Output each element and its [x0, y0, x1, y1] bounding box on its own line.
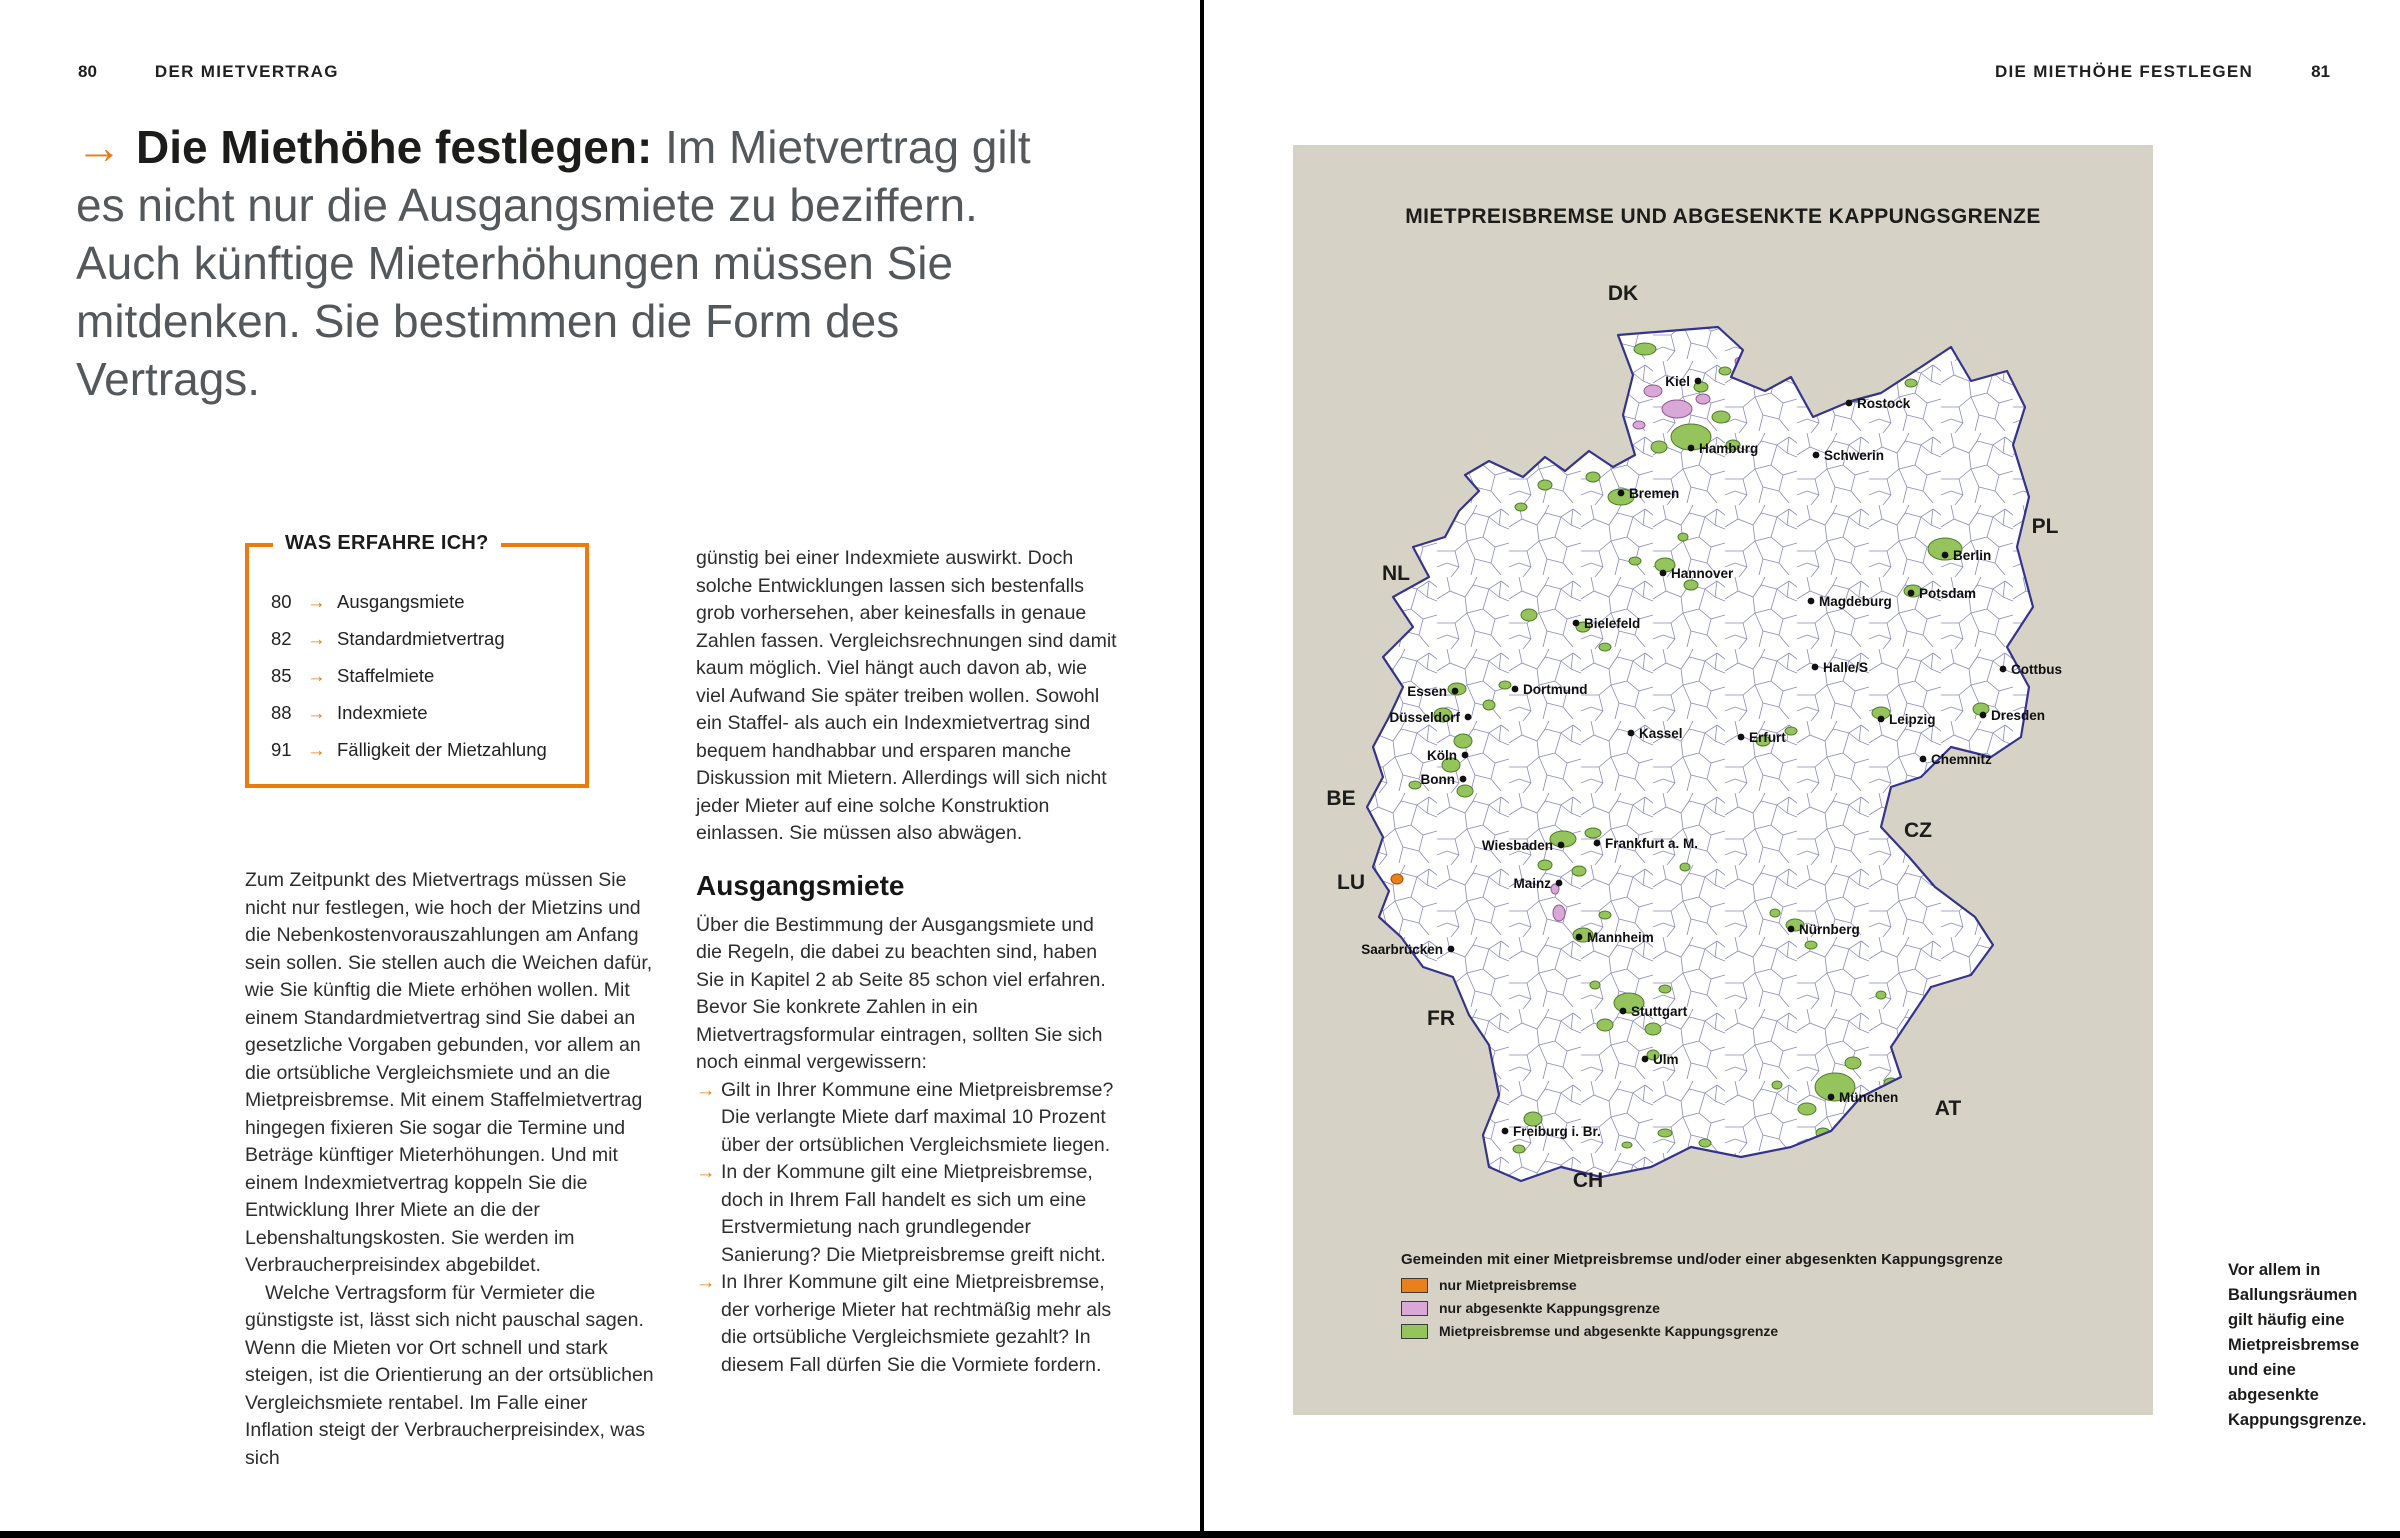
country-label: CH — [1572, 1169, 1604, 1192]
city-dot — [1465, 714, 1472, 721]
city-label: Berlin — [1953, 548, 1992, 563]
city-dot — [1576, 934, 1583, 941]
legend-swatch-green — [1401, 1324, 1428, 1339]
city-dot — [1846, 400, 1853, 407]
city-label: Halle/S — [1823, 660, 1869, 675]
map-patch-green — [1785, 727, 1797, 735]
map-patch-green — [1712, 411, 1730, 423]
city-dot — [1558, 842, 1565, 849]
city-dot — [1920, 756, 1927, 763]
map-patch-green — [1454, 734, 1472, 748]
map-patch-green — [1798, 1103, 1816, 1115]
city-dot — [1573, 620, 1580, 627]
country-label: CZ — [1904, 819, 1932, 842]
city-dot — [1594, 840, 1601, 847]
map-patch-green — [1585, 828, 1601, 838]
legend-row — [1401, 1323, 2061, 1339]
map-patch-green — [1597, 1019, 1613, 1031]
info-box — [245, 532, 589, 788]
map-patch-green — [1770, 909, 1780, 917]
city-label: München — [1839, 1090, 1899, 1105]
map-patch-green — [1805, 941, 1817, 949]
map-patch-green — [1622, 1142, 1632, 1148]
map-patch-green — [1515, 503, 1527, 511]
city-label: Saarbrücken — [1361, 942, 1443, 957]
page-gutter-rule — [1200, 0, 1204, 1538]
city-label: Magdeburg — [1819, 594, 1892, 609]
map-patch-green — [1719, 367, 1731, 375]
body-paragraph: Zum Zeitpunkt des Mietvertrags müssen Sie nicht nur festlegen, wie hoch der Mietzins und die Nebenkostenvorauszahlungen am Anfang sein sollen. Sie stellen auch die Weichen dafür, wie Sie künftig die Miete erhöhen wollen. Mit einem Standardmietvertrag sind Sie dabei an gesetzliche Vorgaben gebunden, vor allem an die ortsübliche Vergleichsmiete und an die Mietpreisbremse. Mit einem Staffelmietvertrag hingegen fixieren Sie sogar die Termine und Beträge künftiger Mieterhöhungen. Und mit einem Indexmietvertrag koppeln Sie die Entwicklung Ihrer Miete an die der Lebenshaltungskosten. Sie werden im Verbraucherpreisindex abgebildet. — [245, 869, 653, 1276]
map-patch-purple — [1553, 905, 1565, 921]
legend-swatch-orange — [1401, 1278, 1428, 1293]
map-patch-green — [1538, 480, 1552, 490]
arrow-icon: → — [696, 1078, 716, 1101]
city-dot — [1460, 776, 1467, 783]
city-label: Erfurt — [1749, 730, 1786, 745]
city-dot — [1660, 570, 1667, 577]
country-label: AT — [1934, 1097, 1962, 1120]
map-patch-green — [1845, 1057, 1861, 1069]
map-patch-purple — [1633, 421, 1645, 429]
country-label: NL — [1382, 562, 1410, 585]
city-label: Chemnitz — [1931, 752, 1992, 767]
city-dot — [1512, 686, 1519, 693]
info-box-item — [271, 665, 571, 687]
info-item-label: Ausgangsmiete — [337, 591, 465, 612]
bullet-item — [696, 1077, 1118, 1160]
city-dot — [1788, 926, 1795, 933]
legend-label: Mietpreisbremse und abgesenkte Kappungsgrenze — [1439, 1323, 1779, 1339]
info-item-page: 91 — [271, 739, 292, 760]
info-box-items — [249, 547, 585, 761]
map-patch-green — [1699, 1139, 1711, 1147]
bullet-text: In Ihrer Kommune gilt eine Mietpreisbremse, der vorherige Mieter hat rechtmäßig mehr als die ortsübliche Vergleichsmiete gezahlt? In diesem Fall dürfen Sie die Vormiete fordern. — [721, 1271, 1112, 1376]
bullet-item — [696, 1159, 1118, 1269]
chapter-intro — [76, 118, 1041, 408]
arrow-icon: → — [307, 665, 326, 686]
city-dot — [1812, 664, 1819, 671]
info-item-page: 88 — [271, 702, 292, 723]
arrow-icon: → — [307, 591, 326, 612]
bullet-item — [696, 1269, 1118, 1379]
map-patch-green — [1905, 379, 1917, 387]
city-label: Frankfurt a. M. — [1605, 836, 1699, 851]
city-dot — [1642, 1056, 1649, 1063]
info-item-label: Standardmietvertrag — [337, 628, 505, 649]
city-label: Mannheim — [1587, 930, 1654, 945]
city-dot — [1878, 716, 1885, 723]
arrow-icon: → — [696, 1271, 716, 1293]
left-running-head — [78, 62, 339, 82]
city-label: Köln — [1427, 748, 1457, 763]
city-label: Kassel — [1639, 726, 1683, 741]
body-column-2 — [696, 545, 1118, 1379]
city-dot — [1628, 730, 1635, 737]
body-paragraph: Welche Vertragsform für Vermieter die günstigste ist, lässt sich nicht pauschal sagen. Wenn die Mieten vor Ort schnell und stark steigen, ist die Orientierung an der ortsüblichen Vergleichsmiete rentabel. Im Falle einer Inflation steigt der Verbraucherpreisindex, was sich — [245, 1281, 654, 1469]
city-label: Kiel — [1665, 374, 1690, 389]
city-dot — [1738, 734, 1745, 741]
map-patch-purple — [1696, 394, 1710, 404]
country-label: DK — [1607, 282, 1639, 305]
map-patch-green — [1645, 1023, 1661, 1035]
city-dot — [1828, 1094, 1835, 1101]
map-patch-green — [1651, 441, 1667, 453]
arrow-icon: → — [307, 702, 326, 723]
city-label: Stuttgart — [1631, 1004, 1688, 1019]
map-patch-green — [1521, 609, 1537, 621]
info-item-page: 80 — [271, 591, 292, 612]
map-patch-green — [1658, 1129, 1672, 1137]
city-label: Bonn — [1420, 772, 1455, 787]
map-patch-green — [1590, 981, 1600, 989]
intro-arrow-icon: → — [76, 121, 122, 173]
city-label: Hannover — [1671, 566, 1734, 581]
legend-title: Gemeinden mit einer Mietpreisbremse und/oder einer abgesenkten Kappungsgrenze — [1401, 1251, 2003, 1268]
info-box-item — [271, 739, 571, 761]
city-label: Rostock — [1857, 396, 1911, 411]
city-dot — [1980, 712, 1987, 719]
right-running-head — [1995, 62, 2330, 82]
map-patch-green — [1513, 1145, 1525, 1153]
body-paragraph: Über die Bestimmung der Ausgangsmiete und die Regeln, die dabei zu beachten sind, haben Sie in Kapitel 2 ab Seite 85 schon viel erfahren. Bevor Sie konkrete Zahlen in ein Mietvertragsformular eintragen, sollten Sie sich noch einmal vergewissern: — [696, 913, 1106, 1073]
city-label: Cottbus — [2011, 662, 2062, 677]
info-box-title: WAS ERFAHRE ICH? — [273, 532, 501, 555]
bullet-text: Gilt in Ihrer Kommune eine Mietpreisbremse? Die verlangte Miete darf maximal 10 Prozent über der ortsüblichen Vergleichsmiete liegen. — [721, 1078, 1114, 1156]
city-label: Nürnberg — [1799, 922, 1860, 937]
city-dot — [1808, 598, 1815, 605]
map-title: MIETPREISBREMSE UND ABGESENKTE KAPPUNGSGRENZE — [1405, 205, 2041, 228]
city-dot — [1462, 752, 1469, 759]
city-label: Ulm — [1653, 1052, 1679, 1067]
arrow-icon: → — [696, 1161, 716, 1183]
legend-row — [1401, 1277, 2061, 1293]
map-patch-green — [1586, 472, 1600, 482]
map-patch-green — [1680, 863, 1690, 871]
city-label: Düsseldorf — [1389, 710, 1460, 725]
map-patch-green — [1678, 533, 1688, 541]
country-label: LU — [1337, 871, 1365, 894]
map-patch-green — [1772, 1081, 1782, 1089]
city-dot — [1556, 880, 1563, 887]
map-patch-green — [1634, 343, 1656, 355]
map-legend — [1401, 1251, 2061, 1346]
legend-swatch-purple — [1401, 1301, 1428, 1316]
city-dot — [1620, 1008, 1627, 1015]
city-dot — [1448, 946, 1455, 953]
country-label: FR — [1427, 1007, 1455, 1030]
city-dot — [1695, 378, 1702, 385]
city-label: Bremen — [1629, 486, 1680, 501]
city-label: Freiburg i. Br. — [1513, 1124, 1601, 1139]
map-patch-green — [1499, 681, 1511, 689]
city-label: Hamburg — [1699, 441, 1759, 456]
map-patch-green — [1599, 911, 1611, 919]
section-heading: Ausgangsmiete — [696, 869, 905, 901]
map-patch-purple — [1828, 380, 1838, 386]
map-patch-green — [1599, 643, 1611, 651]
city-dot — [1908, 590, 1915, 597]
country-label: PL — [2031, 515, 2059, 538]
germany-map-svg — [1293, 145, 2153, 1415]
map-patch-green — [1457, 785, 1473, 797]
info-item-label: Fälligkeit der Mietzahlung — [337, 739, 547, 760]
left-running-head-label: DER MIETVERTRAG — [154, 62, 339, 81]
city-label: Mainz — [1513, 876, 1551, 891]
legend-label: nur abgesenkte Kappungsgrenze — [1439, 1300, 1660, 1316]
intro-lead-bold: Die Miethöhe festlegen: — [136, 121, 653, 173]
city-label: Essen — [1407, 684, 1447, 699]
map-panel — [1293, 145, 2153, 1415]
city-dot — [1502, 1128, 1509, 1135]
map-patch-purple — [1644, 385, 1662, 397]
map-patch-purple — [1662, 400, 1692, 418]
city-label: Bielefeld — [1584, 616, 1641, 631]
city-dot — [1618, 490, 1625, 497]
map-patch-green — [1538, 860, 1552, 870]
legend-label: nur Mietpreisbremse — [1439, 1277, 1577, 1293]
info-item-label: Staffelmiete — [337, 665, 435, 686]
body-paragraph: günstig bei einer Indexmiete auswirkt. Doch solche Entwicklungen lassen sich bestenfalls grob vorhersehen, aber keinesfalls in genaue Zahlen fassen. Vergleichsrechnungen sind damit kaum möglich. Viel hängt auch davon ab, wie viel Aufwand Sie später treiben wollen. Sowohl ein Staffel- als auch ein Indexmietvertrag sind bequem handhabbar und ersparen manche Diskussion mit Mietern. Allerdings will sich nicht jeder Mieter auf eine solche Konstruktion einlassen. Sie müssen also abwägen. — [696, 547, 1117, 844]
info-item-label: Indexmiete — [337, 702, 428, 723]
city-label: Schwerin — [1824, 448, 1885, 463]
city-dot — [2000, 666, 2007, 673]
city-dot — [1942, 552, 1949, 559]
arrow-icon: → — [307, 739, 326, 760]
city-dot — [1452, 688, 1459, 695]
map-patch-green — [1483, 700, 1495, 710]
margin-note: Vor allem in Ballungsräumen gilt häufig eine Mietpreisbremse und eine abgesenkte Kappungsgrenze. — [2228, 1261, 2367, 1429]
city-label: Wiesbaden — [1481, 838, 1553, 853]
legend-row — [1401, 1300, 2061, 1316]
left-page-number: 80 — [78, 62, 97, 81]
map-patch-green — [1684, 580, 1698, 590]
map-patch-green — [1572, 866, 1586, 876]
bottom-rule — [0, 1531, 2400, 1538]
bullet-text: In der Kommune gilt eine Mietpreisbremse, doch in Ihrem Fall handelt es sich um eine Erstvermietung nach grundlegender Sanierung? Die Mietpreisbremse greift nicht. — [721, 1161, 1106, 1266]
info-item-page: 82 — [271, 628, 292, 649]
intro-lead-rest: Im Mietvertrag gilt es nicht nur die Ausgangsmiete zu beziffern. Auch künftige Mieterhöhungen müssen Sie mitdenken. Sie bestimmen die Form des Vertrags. — [76, 121, 1031, 405]
city-label: Potsdam — [1919, 586, 1977, 601]
city-dot — [1688, 445, 1695, 452]
map-patch-orange — [1391, 874, 1403, 884]
city-dot — [1813, 452, 1820, 459]
country-label: BE — [1326, 787, 1356, 810]
info-box-item — [271, 702, 571, 724]
arrow-icon: → — [307, 628, 326, 649]
right-running-head-label: DIE MIETHÖHE FESTLEGEN — [1994, 62, 2254, 81]
body-column-1 — [245, 867, 659, 1472]
city-label: Leipzig — [1889, 712, 1936, 727]
info-box-item — [271, 591, 571, 613]
info-box-item — [271, 628, 571, 650]
right-page-number: 81 — [2311, 62, 2330, 81]
city-label: Dortmund — [1523, 682, 1588, 697]
map-patch-green — [1409, 781, 1421, 789]
map-patch-green — [1659, 985, 1671, 993]
map-patch-green — [1629, 557, 1641, 565]
city-label: Dresden — [1991, 708, 2046, 723]
info-item-page: 85 — [271, 665, 292, 686]
map-patch-green — [1876, 991, 1886, 999]
